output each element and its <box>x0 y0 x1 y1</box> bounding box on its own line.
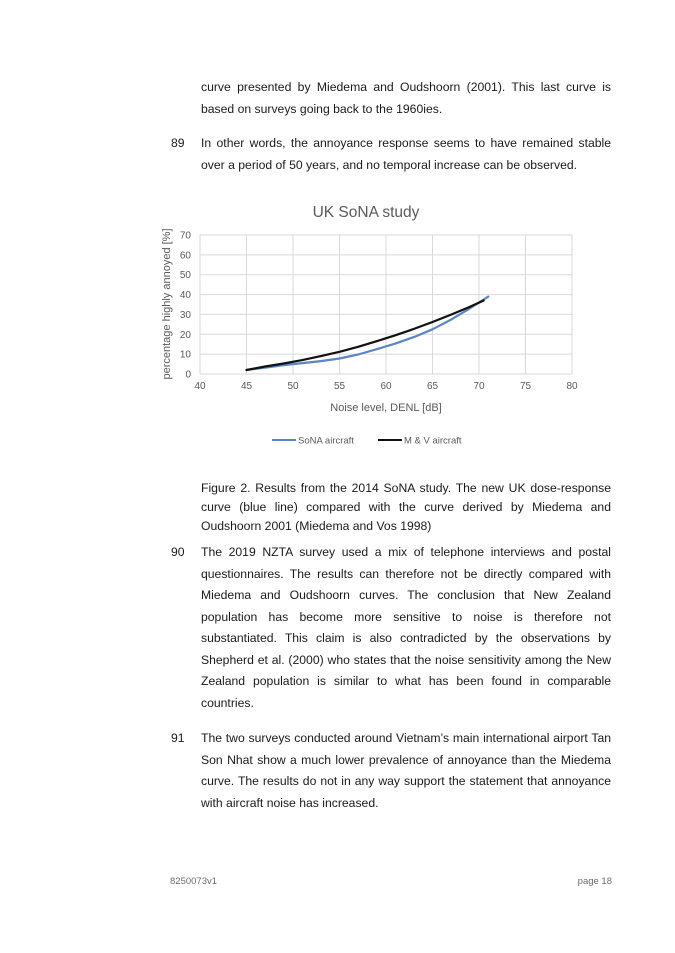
series-line-mv <box>247 301 484 371</box>
data-point-mv <box>358 346 359 347</box>
data-point-sona <box>451 319 452 320</box>
y-axis-label: percentage highly annoyed [%] <box>161 228 173 380</box>
x-tick-label: 55 <box>333 381 346 392</box>
paragraph-number-90: 90 <box>171 545 185 559</box>
data-point-mv <box>413 328 414 329</box>
chart-title: UK SoNA study <box>312 204 420 221</box>
y-tick-label: 60 <box>179 250 191 262</box>
data-point-sona <box>432 329 433 330</box>
data-point-mv <box>302 360 303 361</box>
data-point-sona <box>395 343 396 344</box>
data-point-mv <box>451 314 452 315</box>
x-tick-label: 65 <box>426 381 439 392</box>
series-line-sona <box>247 297 489 370</box>
legend-label-sona: SoNA aircraft <box>298 435 354 447</box>
x-tick-label: 70 <box>473 381 485 392</box>
x-tick-label: 75 <box>519 381 532 392</box>
y-tick-label: 20 <box>179 329 191 341</box>
data-point-mv <box>483 300 484 301</box>
data-point-sona <box>320 361 321 362</box>
footer-page-number: page 18 <box>577 876 612 887</box>
paragraph-number-91: 91 <box>171 731 185 745</box>
data-point-mv <box>283 363 284 364</box>
x-axis-label: Noise level, DENL [dB] <box>330 402 442 414</box>
data-point-mv <box>376 341 377 342</box>
x-tick-label: 40 <box>194 381 206 392</box>
data-point-sona <box>302 363 303 364</box>
chart-grid <box>200 235 572 374</box>
data-point-mv <box>246 369 247 370</box>
data-point-mv <box>339 351 340 352</box>
paragraph-91: The two surveys conducted around Vietnam’s main international airport Tan Son Nhat show a much lower prevalence of annoyance than the Miedema curve. The results do not in any way support the statement that annoyance with aircraft noise has increased. <box>201 731 611 810</box>
y-tick-label: 30 <box>179 309 191 321</box>
data-point-sona <box>358 354 359 355</box>
data-point-mv <box>395 335 396 336</box>
x-tick-labels <box>194 381 578 392</box>
data-point-mv <box>432 321 433 322</box>
y-tick-label: 10 <box>179 349 191 361</box>
chart-lines <box>246 296 489 371</box>
paragraph-number-89: 89 <box>171 136 185 150</box>
data-point-mv <box>320 356 321 357</box>
sona-chart <box>150 192 590 456</box>
y-tick-label: 70 <box>179 230 191 242</box>
data-point-sona <box>413 337 414 338</box>
x-tick-label: 60 <box>380 381 392 392</box>
y-tick-label: 40 <box>179 290 191 302</box>
data-point-sona <box>339 358 340 359</box>
data-point-sona <box>488 296 489 297</box>
y-tick-label: 0 <box>185 369 191 381</box>
figure-caption: Figure 2. Results from the 2014 SoNA study. The new UK dose-response curve (blue line) compared with the curve derived by Miedema and Oudshoorn 2001 (Miedema and Vos 1998) <box>201 481 611 533</box>
legend <box>272 436 462 447</box>
y-tick-labels <box>180 231 192 381</box>
data-point-sona <box>376 349 377 350</box>
data-point-mv <box>469 306 470 307</box>
y-tick-label: 50 <box>179 270 191 282</box>
x-tick-label: 45 <box>240 381 253 392</box>
footer-doc-id: 8250073v1 <box>170 876 218 887</box>
continuation-paragraph: curve presented by Miedema and Oudshoorn (2001). This last curve is based on surveys going back to the 1960ies. <box>201 80 611 116</box>
paragraph-90: The 2019 NZTA survey used a mix of telephone interviews and postal questionnaires. The results can therefore not be directly compared with Miedema and Oudshoorn curves. The conclusion that New Zealand population has become more sensitive to noise is therefore not substantiated. This claim is also contradicted by the observations by Shepherd et al. (2000) who states that the noise sensitivity among the New Zealand population is similar to what has been found in comparable countries. <box>201 545 611 710</box>
x-tick-label: 80 <box>566 381 578 392</box>
data-point-mv <box>265 366 266 367</box>
paragraph-89: In other words, the annoyance response seems to have remained stable over a period of 50 years, and no temporal increase can be observed. <box>201 136 611 172</box>
legend-label-mv: M & V aircraft <box>404 435 462 447</box>
x-tick-label: 50 <box>287 381 299 392</box>
